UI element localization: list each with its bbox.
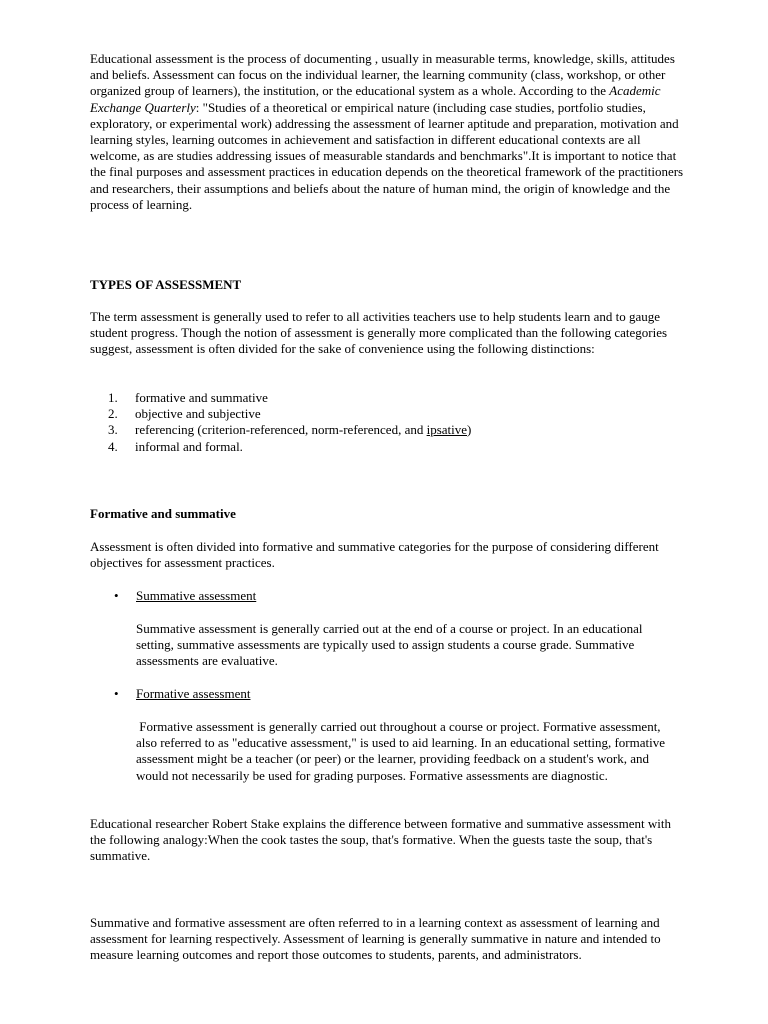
formative-description: Formative assessment is generally carried out throughout a course or project. Formative assessment, also referred to as "educative assessment," is used to aid learning. In an educational setting, formative assessment might be a teacher (or peer) or the learner, providing feedback on a student's work, and would not necessarily be used for grading purposes. Formative assessments are diagnostic.	[136, 719, 669, 783]
journal-title: Academic Exchange Quarterly	[90, 83, 661, 115]
list-item: 2. objective and subjective	[108, 406, 261, 422]
types-paragraph: The term assessment is generally used to refer to all activities teachers use to help students learn and to gauge student progress. Though the notion of assessment is generally more complicated than the following categories suggest, assessment is often divided for the sake of convenience using the following distinctions:	[90, 309, 668, 357]
list-item: 1. formative and summative	[108, 390, 268, 405]
types-heading: TYPES OF ASSESSMENT	[90, 277, 242, 292]
distinctions-list	[108, 390, 668, 455]
formative-assessment-link[interactable]: Formative assessment	[136, 686, 251, 701]
intro-paragraph: Educational assessment is the process of documenting , usually in measurable terms, knowledge, skills, attitudes and beliefs. Assessment can focus on the individual learner, the learning community (class, workshop, or other organized group of learners), the institution, or the educational system as a whole. According to the Academic Exchange Quarterly: "Studies of a theoretical or empirical nature (including case studies, portfolio studies, exploratory, or experimental work) addressing the assessment of learner aptitude and preparation, motivation and learning styles, learning outcomes in achievement and satisfaction in different educational contexts are all welcome, as are studies addressing issues of measurable standards and benchmarks".It is important to notice that the final purposes and assessment practices in education depends on the theoretical framework of the practitioners and researchers, their assumptions and beliefs about the nature of human mind, the origin of knowledge and the process of learning.	[90, 51, 684, 212]
list-item: 3. referencing (criterion-referenced, norm-referenced, and ipsative)	[108, 422, 472, 438]
list-item: 4. informal and formal.	[108, 438, 243, 454]
summative-description: Summative assessment is generally carried out at the end of a course or project. In an educational setting, summative assessments are typically used to assign students a course grade. Summative assessments are evaluative.	[136, 621, 643, 669]
stake-paragraph: Educational researcher Robert Stake explains the difference between formative and summative assessment with the following analogy:When the cook tastes the soup, that's formative. When the guests taste the soup, that's summative.	[90, 816, 671, 864]
closing-paragraph: Summative and formative assessment are often referred to in a learning context as assessment of learning and assessment for learning respectively. Assessment of learning is generally summative in nature and intended to measure learning outcomes and report those outcomes to students, parents, and administrators.	[90, 915, 661, 963]
formative-bullet: •	[114, 686, 119, 701]
summative-bullet: •	[114, 588, 119, 603]
formative-summative-heading: Formative and summative	[90, 506, 236, 521]
ipsative-link[interactable]: ipsative	[426, 422, 468, 438]
formative-summative-intro: Assessment is often divided into formative and summative categories for the purpose of considering different objectives for assessment practices.	[90, 539, 659, 571]
summative-assessment-link[interactable]: Summative assessment	[136, 588, 257, 603]
